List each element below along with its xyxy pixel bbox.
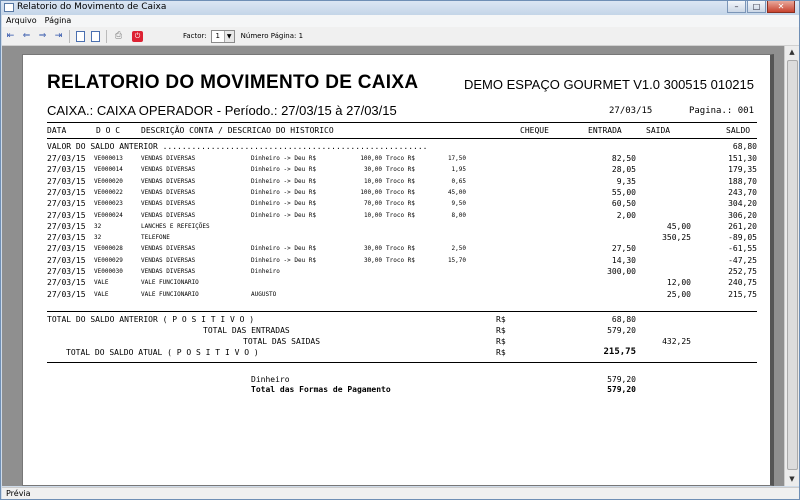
row-deu: 30,00 [363, 166, 382, 174]
row-conta: VENDAS DIVERSAS [141, 166, 196, 174]
title-bar [1, 1, 799, 15]
report-title: RELATORIO DO MOVIMENTO DE CAIXA [47, 72, 419, 93]
report-page [22, 54, 774, 486]
window-title: Relatorio do Movimento de Caixa [17, 2, 167, 12]
row-troco: 8,00 [451, 211, 466, 219]
row-entrada: 300,00 [607, 267, 636, 276]
preview-area [2, 46, 784, 486]
row-conta: VENDAS DIVERSAS [141, 256, 196, 264]
payment-total-label: Total das Formas de Pagamento [251, 385, 391, 394]
total-saldo-anterior-value: 68,80 [611, 315, 636, 324]
row-entrada: 9,35 [616, 176, 636, 186]
row-conta: VENDAS DIVERSAS [141, 268, 196, 275]
row-saldo: 188,70 [728, 176, 757, 186]
menu-arquivo[interactable]: Arquivo [6, 16, 37, 25]
divider [47, 122, 757, 123]
row-troco-lbl: Troco R$ [386, 166, 415, 174]
minimize-button[interactable]: – [727, 1, 746, 13]
row-data: 27/03/15 [47, 221, 86, 231]
row-doc: VE000014 [94, 166, 123, 174]
menu-bar [2, 15, 799, 27]
divider [47, 138, 757, 139]
row-saida: 12,00 [666, 278, 691, 288]
row-troco: 45,00 [447, 188, 466, 196]
row-conta: VENDAS DIVERSAS [141, 155, 196, 162]
row-doc: 32 [94, 234, 102, 242]
toolbar [2, 27, 799, 46]
scroll-thumb[interactable] [787, 60, 798, 470]
row-deu: 30,00 [363, 245, 382, 253]
row-conta: VENDAS DIVERSAS [141, 177, 196, 185]
row-conta: VENDAS DIVERSAS [141, 200, 196, 208]
row-troco: 15,70 [447, 256, 466, 264]
row-entrada: 55,00 [611, 187, 636, 197]
currency-label: R$ [496, 348, 506, 357]
row-deu: 70,00 [363, 200, 382, 208]
col-data: DATA [47, 126, 67, 135]
row-conta: VALE FUNCIONARIO [141, 279, 199, 287]
row-deu: 30,00 [363, 256, 382, 264]
row-troco-lbl: Troco R$ [386, 245, 415, 253]
row-hist: Dinheiro -> Deu R$ [251, 245, 317, 253]
row-saldo: 243,70 [728, 187, 757, 197]
row-data: 27/03/15 [47, 244, 86, 254]
scroll-down-icon[interactable]: ▼ [789, 475, 795, 483]
col-saldo: SALDO [726, 126, 751, 135]
page-number-label: Número Página: 1 [240, 32, 304, 40]
maximize-button[interactable]: □ [747, 1, 766, 13]
row-saldo: 151,30 [728, 154, 757, 163]
row-conta: LANCHES E REFEIÇÕES [141, 222, 210, 230]
report-page-number: Pagina.: 001 [688, 106, 754, 116]
currency-label: R$ [496, 337, 506, 346]
row-deu: 100,00 [360, 188, 382, 196]
row-doc: VALE [94, 290, 109, 298]
divider [47, 362, 757, 363]
row-hist: AUGUSTO [251, 290, 277, 298]
row-saldo: 306,20 [728, 210, 757, 220]
total-saidas-label: TOTAL DAS SAIDAS [243, 337, 321, 346]
row-saldo: 179,35 [728, 165, 757, 175]
scroll-up-icon[interactable]: ▲ [789, 48, 795, 56]
prev-page-icon[interactable]: ⇐ [22, 31, 31, 41]
row-deu: 100,00 [360, 155, 382, 162]
next-page-icon[interactable]: ⇒ [38, 31, 47, 41]
row-conta: VALE FUNCIONARIO [141, 290, 199, 298]
row-data: 27/03/15 [47, 255, 86, 265]
report-date: 27/03/15 [609, 106, 653, 116]
row-hist: Dinheiro -> Deu R$ [251, 188, 317, 196]
row-saldo: -61,55 [728, 244, 757, 254]
total-saidas-value: 432,25 [662, 337, 691, 346]
currency-label: R$ [496, 315, 506, 324]
saldo-anterior-label: VALOR DO SALDO ANTERIOR ....................................................... [47, 142, 428, 151]
exit-icon[interactable]: ⏻ [132, 31, 143, 42]
factor-select[interactable] [211, 30, 235, 43]
row-hist: Dinheiro -> Deu R$ [251, 211, 317, 219]
vertical-scrollbar[interactable] [784, 46, 799, 486]
row-data: 27/03/15 [47, 176, 86, 186]
row-troco: 9,50 [451, 200, 466, 208]
print-icon[interactable]: ⎙ [114, 31, 123, 41]
row-doc: VE000023 [94, 200, 123, 208]
row-doc: VE000020 [94, 177, 123, 185]
total-saldo-anterior-label: TOTAL DO SALDO ANTERIOR ( P O S I T I V O ) [47, 315, 255, 324]
status-bar [2, 487, 799, 499]
col-cheque: CHEQUE [520, 126, 549, 135]
row-data: 27/03/15 [47, 187, 86, 197]
row-saldo: 261,20 [728, 221, 757, 231]
row-hist: Dinheiro -> Deu R$ [251, 166, 317, 174]
row-data: 27/03/15 [47, 289, 86, 299]
row-entrada: 60,50 [611, 199, 636, 209]
row-data: 27/03/15 [47, 233, 86, 243]
row-saida: 350,25 [662, 233, 691, 243]
row-conta: VENDAS DIVERSAS [141, 245, 196, 253]
row-troco-lbl: Troco R$ [386, 188, 415, 196]
row-doc: VE000024 [94, 211, 123, 219]
row-data: 27/03/15 [47, 199, 86, 209]
single-page-icon[interactable] [76, 31, 85, 42]
row-hist: Dinheiro -> Deu R$ [251, 200, 317, 208]
row-saldo: -89,05 [728, 233, 757, 243]
row-hist: Dinheiro -> Deu R$ [251, 177, 317, 185]
row-entrada: 2,00 [616, 210, 636, 220]
row-saldo: -47,25 [728, 255, 757, 265]
row-saldo: 304,20 [728, 199, 757, 209]
row-data: 27/03/15 [47, 278, 86, 288]
row-entrada: 82,50 [611, 154, 636, 163]
row-doc: VE000028 [94, 245, 123, 253]
row-data: 27/03/15 [47, 165, 86, 175]
col-doc: D O C [96, 126, 121, 135]
payment-dinheiro-value: 579,20 [607, 375, 636, 384]
close-button[interactable]: ✕ [767, 1, 795, 13]
row-troco: 2,50 [451, 245, 466, 253]
row-hist: Dinheiro -> Deu R$ [251, 256, 317, 264]
company-name: DEMO ESPAÇO GOURMET V1.0 300515 010215 [464, 77, 754, 92]
payment-total-value: 579,20 [607, 385, 636, 394]
row-doc: VE000029 [94, 256, 123, 264]
row-doc: VE000022 [94, 188, 123, 196]
row-entrada: 27,50 [611, 244, 636, 254]
row-saida: 45,00 [666, 221, 691, 231]
row-conta: VENDAS DIVERSAS [141, 211, 196, 219]
row-conta: TELEFONE [141, 234, 170, 242]
row-deu: 10,00 [363, 177, 382, 185]
app-icon [4, 3, 14, 12]
payment-dinheiro-label: Dinheiro [251, 375, 290, 384]
row-hist: Dinheiro -> Deu R$ [251, 155, 317, 162]
col-saida: SAIDA [646, 126, 671, 135]
row-troco-lbl: Troco R$ [386, 256, 415, 264]
currency-label: R$ [496, 326, 506, 335]
toolbar-separator [106, 30, 107, 43]
factor-label: Factor: [183, 32, 207, 40]
first-page-icon[interactable]: ⇤ [6, 31, 15, 41]
toolbar-separator [69, 30, 70, 43]
status-text: Prévia [6, 489, 31, 498]
col-descricao: DESCRIÇÃO CONTA / DESCRICAO DO HISTORICO [141, 126, 334, 135]
row-deu: 10,00 [363, 211, 382, 219]
total-saldo-atual-label: TOTAL DO SALDO ATUAL ( P O S I T I V O ) [66, 348, 259, 357]
total-entradas-value: 579,20 [607, 326, 636, 335]
row-data: 27/03/15 [47, 267, 86, 276]
two-pages-icon[interactable] [91, 31, 100, 42]
row-troco: 1,95 [451, 166, 466, 174]
row-saldo: 240,75 [728, 278, 757, 288]
total-saldo-atual-value: 215,75 [603, 347, 636, 357]
row-doc: VE000013 [94, 155, 123, 162]
row-saldo: 252,75 [728, 267, 757, 276]
divider [47, 311, 757, 312]
chevron-down-icon[interactable]: ▼ [224, 31, 234, 42]
row-entrada: 28,05 [611, 165, 636, 175]
row-troco-lbl: Troco R$ [386, 211, 415, 219]
row-troco-lbl: Troco R$ [386, 200, 415, 208]
row-conta: VENDAS DIVERSAS [141, 188, 196, 196]
caixa-period: CAIXA.: CAIXA OPERADOR - Período.: 27/03/15 à 27/03/15 [47, 103, 397, 118]
saldo-anterior-value: 68,80 [732, 142, 757, 151]
col-entrada: ENTRADA [588, 126, 622, 135]
last-page-icon[interactable]: ⇥ [54, 31, 63, 41]
row-data: 27/03/15 [47, 154, 86, 163]
row-saida: 25,00 [666, 289, 691, 299]
total-entradas-label: TOTAL DAS ENTRADAS [203, 326, 290, 335]
row-troco: 17,50 [447, 155, 466, 162]
row-doc: 32 [94, 222, 102, 230]
row-troco-lbl: Troco R$ [386, 177, 415, 185]
row-entrada: 14,30 [611, 255, 636, 265]
row-hist: Dinheiro [251, 268, 280, 275]
row-doc: VE000030 [94, 268, 123, 275]
row-doc: VALE [94, 279, 109, 287]
row-troco-lbl: Troco R$ [386, 155, 415, 162]
row-data: 27/03/15 [47, 210, 86, 220]
factor-value: 1 [215, 32, 220, 40]
row-saldo: 215,75 [728, 289, 757, 299]
menu-pagina[interactable]: Página [44, 16, 72, 25]
row-troco: 0,65 [451, 177, 466, 185]
